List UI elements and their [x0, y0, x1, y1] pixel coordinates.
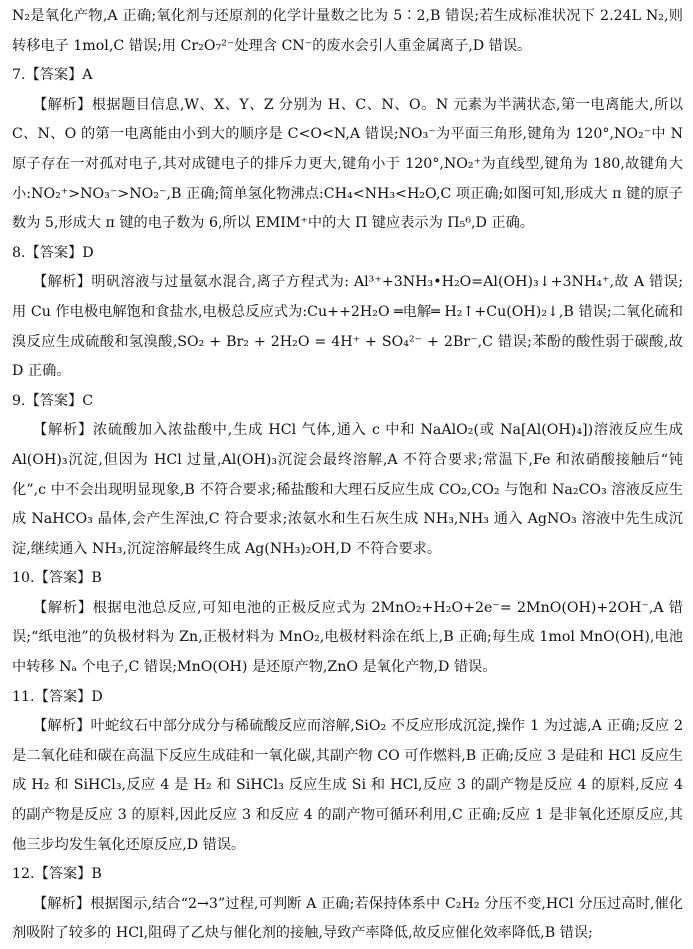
- answer-11: 11.【答案】D: [12, 688, 103, 705]
- answer-8: 8.【答案】D: [12, 244, 94, 261]
- analysis-9: 【解析】浓硫酸加入浓盐酸中,生成 HCl 气体,通入 c 中和 NaAlO₂(或 Na[Al(OH)₄])溶液反应生成 Al(OH)₃沉淀,但因为 HCl 过量,Al(OH)₃沉淀会最终溶解,A 不符合要求;常温下,Fe 和浓硝酸接触后“钝化”,c 中不会出现明显现象,B 不符合要求;稀盐酸和大理石反应生成 CO₂,CO₂ 与饱和 Na₂CO₃ 溶液反应生成 NaHCO₃ 晶体,会产生浑浊,C 符合要求;浓氨水和生石灰生成 NH₃,NH₃ 通入 AgNO₃ 溶液中先生成沉淀,继续通入 NH₃,沉淀溶解最终生成 Ag(NH₃)₂OH,D 不符合要求。: [12, 422, 683, 557]
- answer-7: 7.【答案】A: [12, 67, 93, 84]
- paragraph-continuation: N₂是氧化产物,A 正确;氧化剂与还原剂的化学计量数之比为 5∶2,B 错误;若生成标准状况下 2.24L N₂,则转移电子 1mol,C 错误;用 Cr₂O₇²⁻处理含 CN⁻的废水会引人重金属离子,D 错误。: [12, 8, 683, 54]
- analysis-8: 【解析】明矾溶液与过量氨水混合,离子方程式为: Al³⁺+3NH₃•H₂O=Al(OH)₃↓+3NH₄⁺,故 A 错误;用 Cu 作电极电解饱和食盐水,电极总反应式为:Cu++2H₂O ═电解═ H₂↑+Cu(OH)₂↓,B 错误;二氧化硫和溴反应生成硫酸和氢溴酸,SO₂ + Br₂ + 2H₂O = 4H⁺ + SO₄²⁻ + 2Br⁻,C 错误;苯酚的酸性弱于碳酸,故 D 正确。: [12, 274, 683, 380]
- analysis-7: 【解析】根据题目信息,W、X、Y、Z 分别为 H、C、N、O。N 元素为半满状态,第一电离能大,所以 C、N、O 的第一电离能由小到大的顺序是 C<O<N,A 错误;NO₃⁻为平面三角形,键角为 120°,NO₂⁻中 N 原子存在一对孤对电子,其对成键电子的排斥力更大,键角小于 120°,NO₂⁺为直线型,键角为 180,故键角大小:NO₂⁺>NO₃⁻>NO₂⁻,B 正确;简单氢化物沸点:CH₄<NH₃<H₂O,C 项正确;如图可知,形成大 π 键的原子数为 5,形成大 π 键的电子数为 6,所以 EMIM⁺中的大 Π 键应表示为 Π₅⁶,D 正确。: [12, 96, 683, 232]
- answer-10: 10.【答案】B: [12, 570, 102, 587]
- answer-9: 9.【答案】C: [12, 392, 94, 409]
- analysis-10: 【解析】根据电池总反应,可知电池的正极反应式为 2MnO₂+H₂O+2e⁻= 2MnO(OH)+2OH⁻,A 错误;“纸电池”的负极材料为 Zn,正极材料为 MnO₂,电极材料涂在纸上,B 正确;每生成 1mol MnO(OH),电池中转移 Nₐ 个电子,C 错误;MnO(OH) 是还原产物,ZnO 是氧化产物,D 错误。: [12, 599, 683, 676]
- analysis-11: 【解析】叶蛇纹石中部分成分与稀硫酸反应而溶解,SiO₂ 不反应形成沉淀,操作 1 为过滤,A 正确;反应 2 是二氧化硅和碳在高温下反应生成硅和一氧化碳,其副产物 CO 可作燃料,B 正确;反应 3 是硅和 HCl 反应生成 H₂ 和 SiHCl₃,反应 4 是 H₂ 和 SiHCl₃ 反应生成 Si 和 HCl,反应 3 的副产物是反应 4 的原料,反应 4 的副产物是反应 3 的原料,因此反应 3 和反应 4 的副产物可循环利用,C 正确;反应 1 是非氧化还原反应,其他三步均发生氧化还原反应,D 错误。: [12, 718, 683, 853]
- analysis-12: 【解析】根据图示,结合“2→3”过程,可判断 A 正确;若保持体系中 C₂H₂ 分压不变,HCl 分压过高时,催化剂吸附了较多的 HCl,阻碍了乙炔与催化剂的接触,导致产率降低,故反应催化效率降低,B 错误;: [12, 895, 683, 942]
- answer-12: 12.【答案】B: [12, 866, 102, 883]
